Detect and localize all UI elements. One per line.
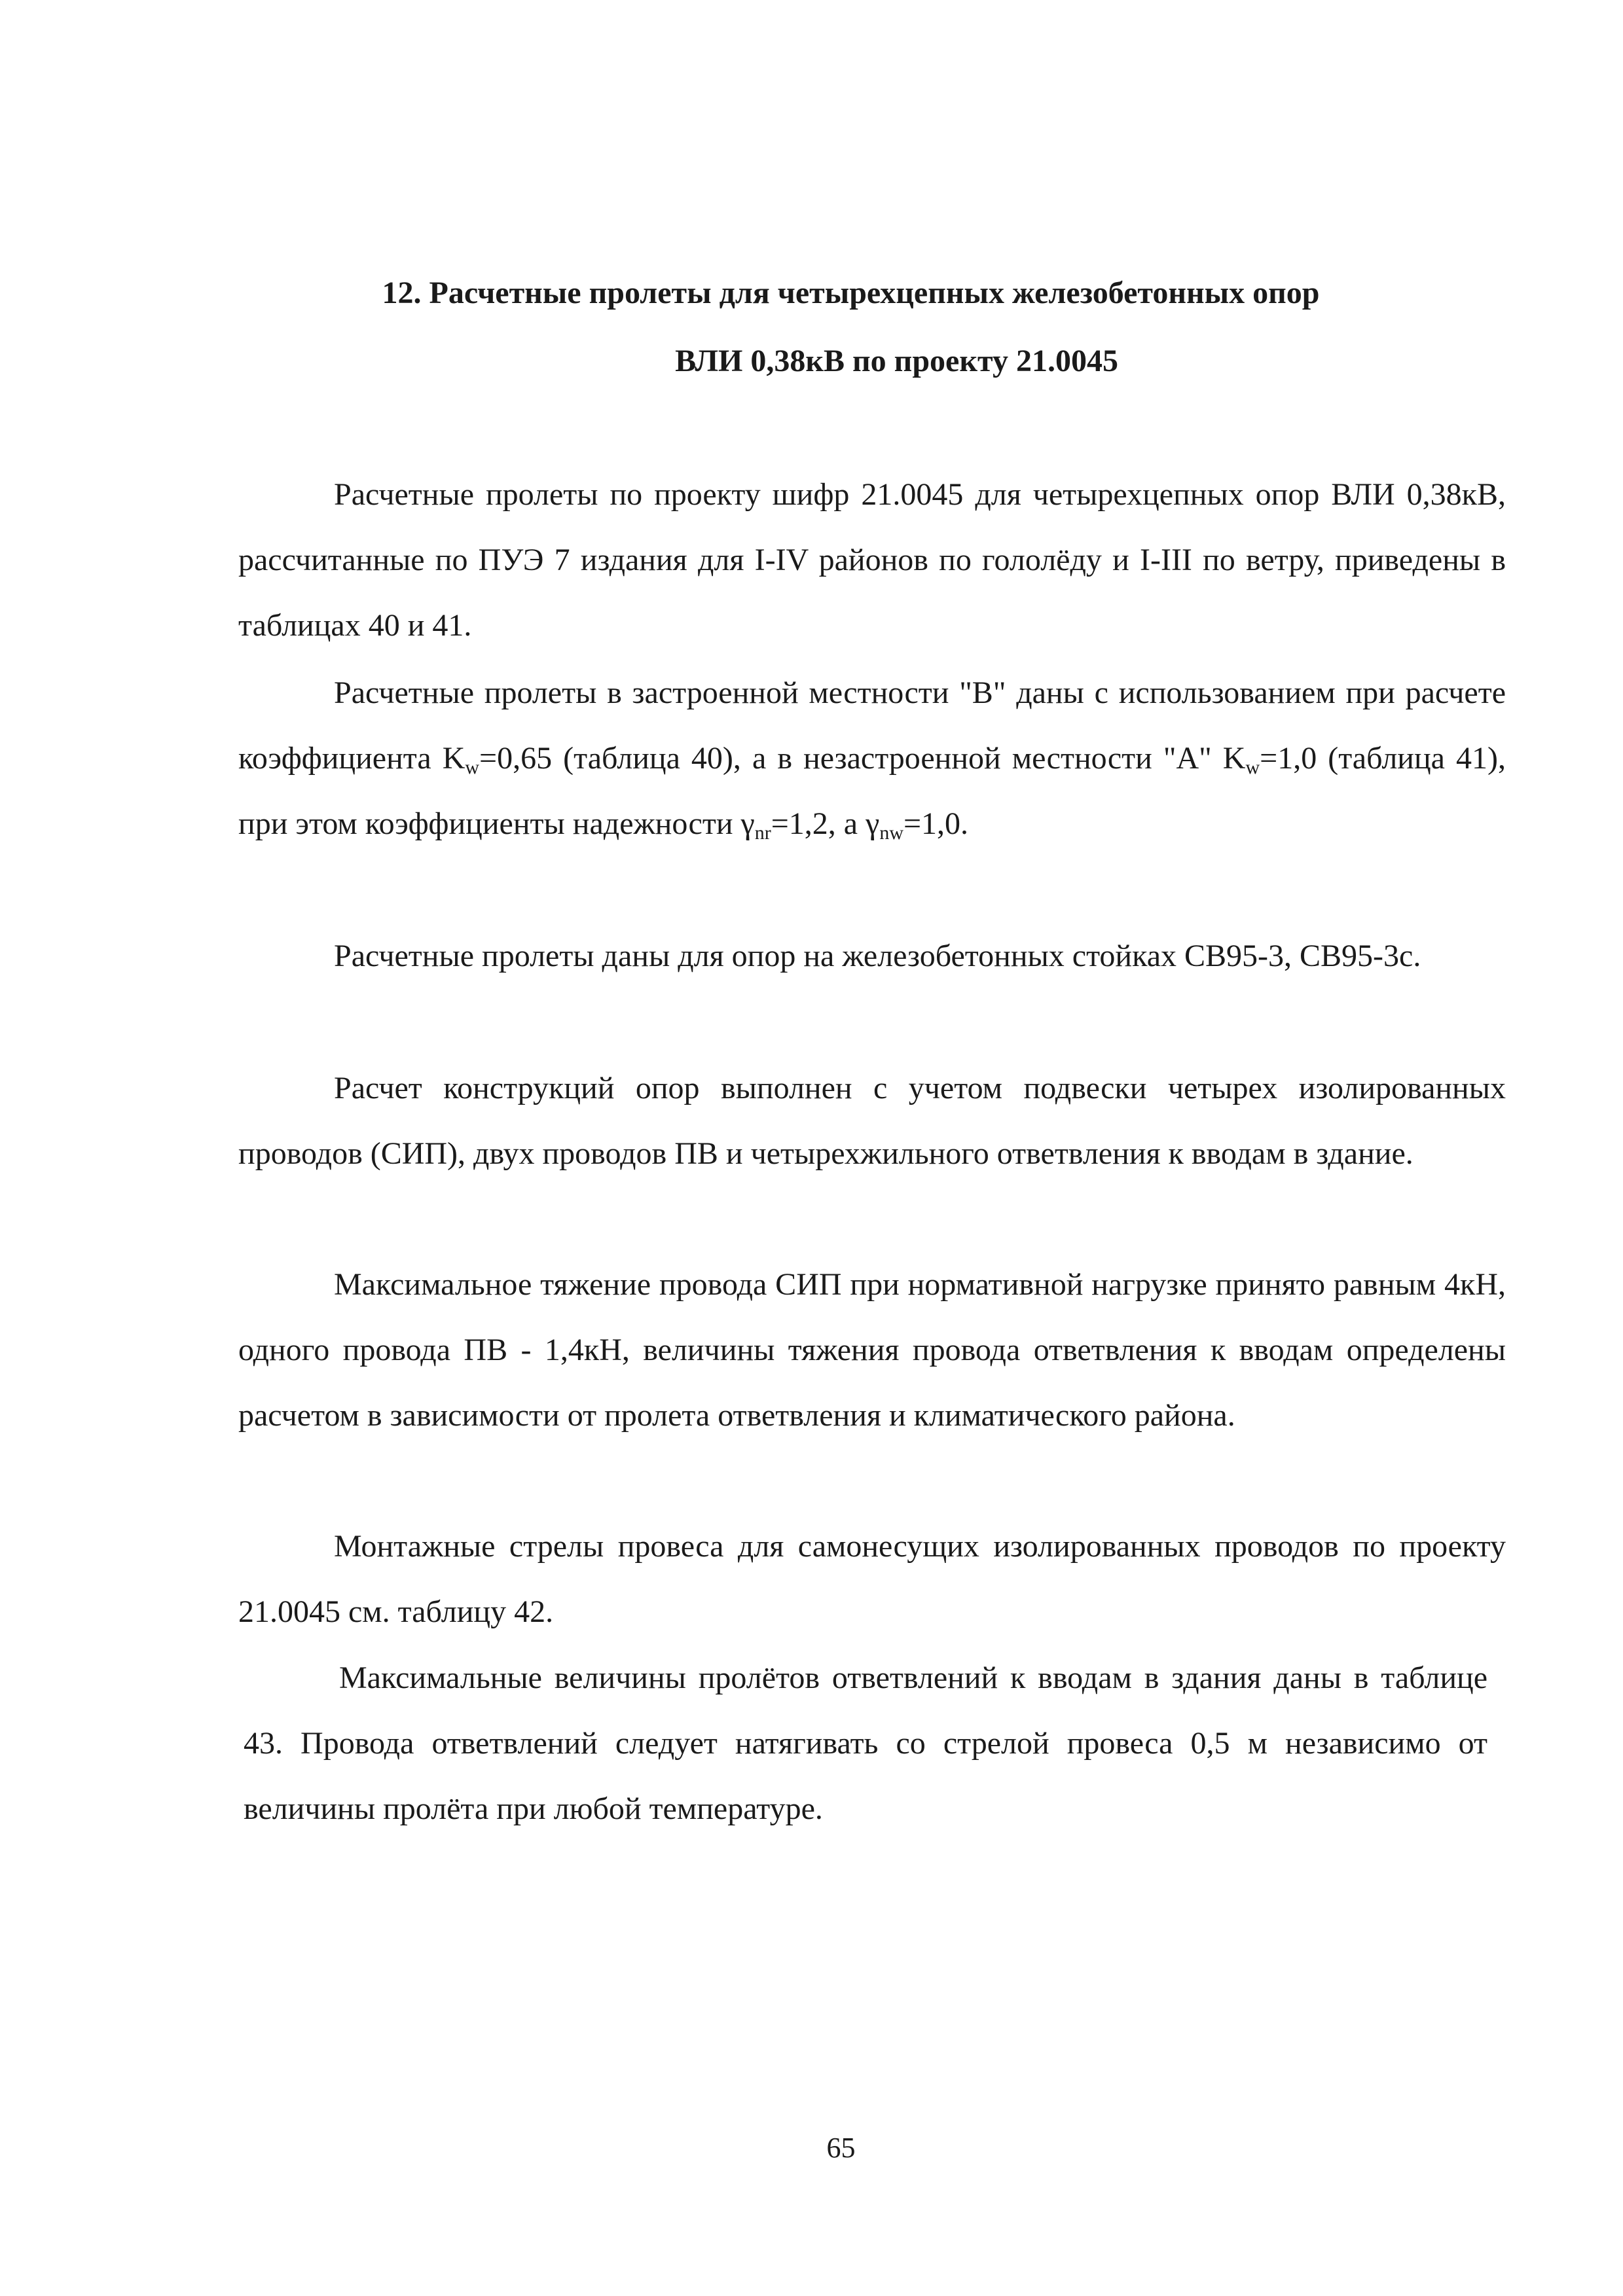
section-heading-line-1: 12. Расчетные пролеты для четырехцепных железобетонных опор [382, 276, 1320, 310]
subscript: nr [754, 822, 771, 844]
page-number: 65 [826, 2132, 856, 2164]
text-run: =1,0. [903, 806, 969, 841]
paragraph-max-tension: Максимальное тяжение провода СИП при нормативной нагрузке принято равным 4кН, одного провода ПВ - 1,4кН, величины тяжения провода ответвления к вводам определены расчетом в зависимости от пролета ответвления и климатического района. [238, 1267, 1506, 1433]
text-run: Расчетные пролеты в застроенной местности "В" даны с использованием при расчете коэффициента K [238, 675, 1506, 776]
paragraph-design-spans: Расчетные пролеты по проекту шифр 21.0045 для четырехцепных опор ВЛИ 0,38кВ, рассчитанные по ПУЭ 7 издания для I-IV районов по гололёду и I-III по ветру, приведены в таблицах 40 и 41. [238, 477, 1506, 643]
subscript: w [1245, 757, 1260, 778]
text-run: =1,0 (таблица 41), при этом коэффициенты надежности γ [238, 741, 1506, 841]
subscript: nw [879, 822, 903, 844]
paragraph-poles: Расчетные пролеты даны для опор на железобетонных стойках СВ95-3, СВ95-3с. [334, 939, 1421, 973]
text-run: =1,2, а γ [771, 806, 880, 841]
paragraph-sag: Монтажные стрелы провеса для самонесущих изолированных проводов по проекту 21.0045 см. таблицу 42. [238, 1529, 1506, 1629]
paragraph-wind-coefficients [238, 660, 1506, 857]
text-run: =0,65 (таблица 40), а в незастроенной местности "А" K [479, 741, 1246, 776]
subscript: w [465, 757, 480, 778]
paragraph-branch-spans: Максимальные величины пролётов ответвлений к вводам в здания даны в таблице 43. Провода ответвлений следует натягивать со стрелой провеса 0,5 м независимо от величины пролёта при любой температуре. [244, 1660, 1487, 1826]
paragraph-structure-calculation: Расчет конструкций опор выполнен с учетом подвески четырех изолированных проводов (СИП), двух проводов ПВ и четырехжильного ответвления к вводам в здание. [238, 1071, 1506, 1171]
section-heading-line-2: ВЛИ 0,38кВ по проекту 21.0045 [675, 344, 1118, 378]
